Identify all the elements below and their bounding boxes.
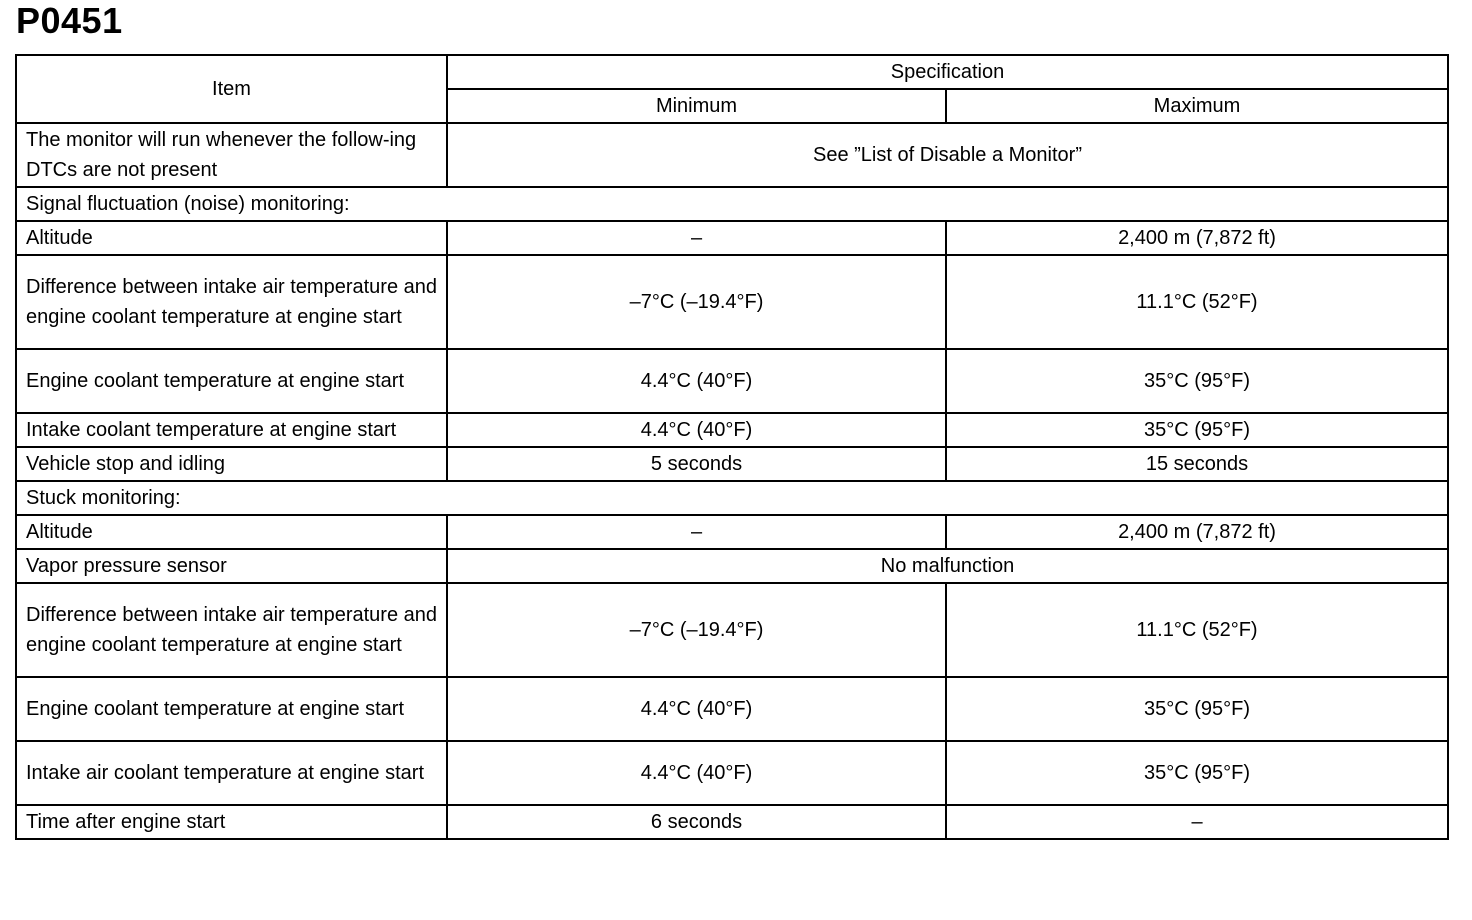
row-span-value: No malfunction xyxy=(447,549,1448,583)
table-row xyxy=(16,413,1448,447)
table-row xyxy=(16,741,1448,805)
row-item: Vapor pressure sensor xyxy=(16,549,447,583)
row-min: 6 seconds xyxy=(447,805,946,839)
specification-table xyxy=(15,54,1449,840)
row-max: 15 seconds xyxy=(946,447,1448,481)
header-maximum: Maximum xyxy=(946,89,1448,123)
row-item: Altitude xyxy=(16,515,447,549)
row-min: – xyxy=(447,221,946,255)
row-min: 4.4°C (40°F) xyxy=(447,413,946,447)
table-row xyxy=(16,515,1448,549)
row-min: 4.4°C (40°F) xyxy=(447,349,946,413)
row-max: 35°C (95°F) xyxy=(946,349,1448,413)
row-item: Intake air coolant temperature at engine start xyxy=(16,741,447,805)
row-min: –7°C (–19.4°F) xyxy=(447,583,946,677)
row-max: 11.1°C (52°F) xyxy=(946,583,1448,677)
header-minimum: Minimum xyxy=(447,89,946,123)
page-title: P0451 xyxy=(16,0,123,41)
row-min: 4.4°C (40°F) xyxy=(447,677,946,741)
row-max: 2,400 m (7,872 ft) xyxy=(946,221,1448,255)
row-max: 35°C (95°F) xyxy=(946,413,1448,447)
table-row xyxy=(16,583,1448,677)
table-row xyxy=(16,123,1448,187)
section-row xyxy=(16,187,1448,221)
table-row xyxy=(16,349,1448,413)
row-item: Altitude xyxy=(16,221,447,255)
row-max: – xyxy=(946,805,1448,839)
table-row xyxy=(16,549,1448,583)
row-min: 4.4°C (40°F) xyxy=(447,741,946,805)
row-item: Difference between intake air temperature and engine coolant temperature at engine start xyxy=(16,255,447,349)
row-max: 35°C (95°F) xyxy=(946,741,1448,805)
table-row xyxy=(16,447,1448,481)
row-item: Time after engine start xyxy=(16,805,447,839)
table-row xyxy=(16,221,1448,255)
row-min: – xyxy=(447,515,946,549)
row-min: –7°C (–19.4°F) xyxy=(447,255,946,349)
row-item: The monitor will run whenever the follow-ing DTCs are not present xyxy=(16,123,447,187)
table-header-row xyxy=(16,55,1448,89)
row-item: Engine coolant temperature at engine start xyxy=(16,349,447,413)
row-item: Difference between intake air temperature and engine coolant temperature at engine start xyxy=(16,583,447,677)
row-max: 11.1°C (52°F) xyxy=(946,255,1448,349)
row-min: 5 seconds xyxy=(447,447,946,481)
header-specification: Specification xyxy=(447,55,1448,89)
header-item: Item xyxy=(16,55,447,123)
row-max: 2,400 m (7,872 ft) xyxy=(946,515,1448,549)
table-row xyxy=(16,805,1448,839)
row-span-value: See ”List of Disable a Monitor” xyxy=(447,123,1448,187)
row-item: Engine coolant temperature at engine start xyxy=(16,677,447,741)
section-row xyxy=(16,481,1448,515)
table-row xyxy=(16,255,1448,349)
section-heading: Stuck monitoring: xyxy=(16,481,1448,515)
row-item: Vehicle stop and idling xyxy=(16,447,447,481)
section-heading: Signal fluctuation (noise) monitoring: xyxy=(16,187,1448,221)
table-row xyxy=(16,677,1448,741)
row-item: Intake coolant temperature at engine start xyxy=(16,413,447,447)
row-max: 35°C (95°F) xyxy=(946,677,1448,741)
